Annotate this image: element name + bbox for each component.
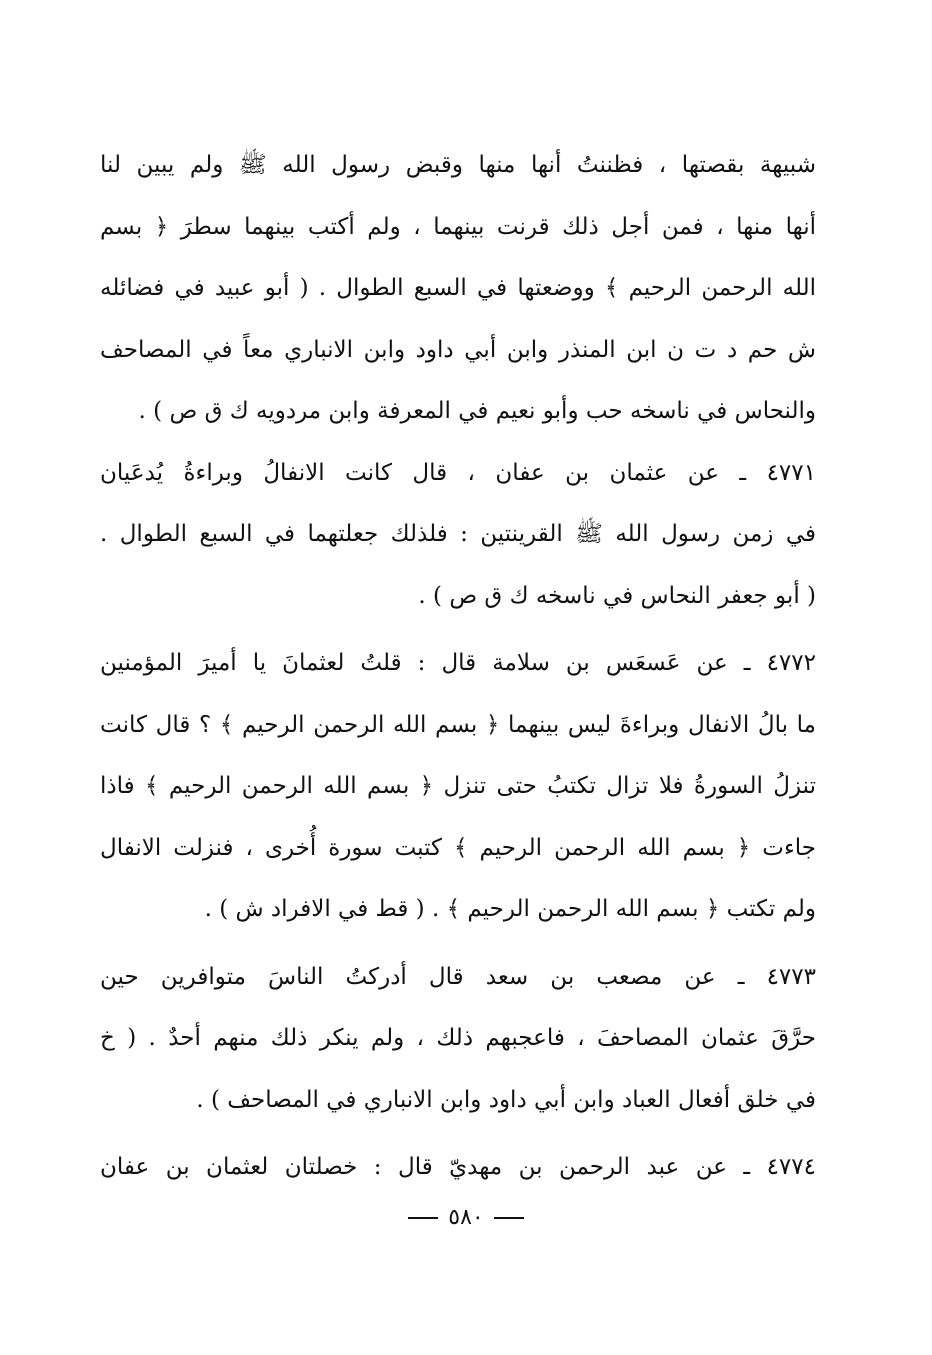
page-number-text: ٥٨٠ <box>448 1205 484 1230</box>
arabic-text-body <box>100 135 816 1199</box>
text-line-3: الله الرحمن الرحيم ﴾ ووضعتها في السبع الطوال . ( أبو عبيد في فضائله <box>100 275 816 301</box>
folio-dash-left <box>408 1217 438 1219</box>
page-number <box>0 1205 932 1230</box>
hadith-4771-line-3: ( أبو جعفر النحاس في ناسخه ك ق ص ) . <box>418 582 816 609</box>
text-line-2: أنها منها ، فمن أجل ذلك قرنت بينهما ، ولم أكتب بينهما سطرَ ﴿ بسم <box>100 213 816 240</box>
hadith-4773-line-2: حرَّقَ عثمان المصاحفَ ، فاعجبهم ذلك ، ولم ينكر ذلك منهم أحدٌ . ( خ <box>100 1025 816 1051</box>
hadith-4772-line-2: ما بالُ الانفال وبراءةَ ليس بينهما ﴿ بسم الله الرحمن الرحيم ﴾ ؟ قال كانت <box>100 711 816 738</box>
hadith-4773-line-1: ٤٧٧٣ ـ عن مصعب بن سعد قال أدركتُ الناسَ متوافرين حين <box>100 963 816 990</box>
hadith-4772-line-3: تنزلُ السورةُ فلا تزال تكتبُ حتى تنزل ﴿ بسم الله الرحمن الرحيم ﴾ فاذا <box>100 773 816 799</box>
hadith-4771-line-2: في زمن رسول الله ﷺ القرينتين : فلذلك جعلتهما في السبع الطوال . <box>100 521 816 547</box>
hadith-4772-line-5: ولم تكتب ﴿ بسم الله الرحمن الرحيم ﴾ . ( قط في الافراد ش ) . <box>204 896 816 922</box>
hadith-4771-line-1: ٤٧٧١ ـ عن عثمان بن عفان ، قال كانت الانفالُ وبراءةُ يُدعَيان <box>100 459 816 486</box>
text-line-5: والنحاس في ناسخه حب وأبو نعيم في المعرفة وابن مردويه ك ق ص ) . <box>138 398 816 424</box>
hadith-4774-line-1: ٤٧٧٤ ـ عن عبد الرحمن بن مهديّ قال : خصلتان لعثمان بن عفان <box>100 1154 816 1180</box>
folio-dash-right <box>494 1217 524 1219</box>
hadith-4773-line-3: في خلق أفعال العباد وابن أبي داود وابن الانباري في المصاحف ) . <box>196 1086 816 1113</box>
hadith-4772-line-4: جاءت ﴿ بسم الله الرحمن الرحيم ﴾ كتبت سورة أُخرى ، فنزلت الانفال <box>100 834 816 861</box>
text-line-4: ش حم د ت ن ابن المنذر وابن أبي داود وابن الانباري معاً في المصاحف <box>100 336 816 363</box>
hadith-4772-line-1: ٤٧٧٢ ـ عن عَسعَس بن سلامة قال : قلتُ لعثمانَ يا أميرَ المؤمنين <box>100 650 816 676</box>
text-line-1: شبيهة بقصتها ، فظننتُ أنها منها وقبض رسول الله ﷺ ولم يبين لنا <box>100 152 816 178</box>
